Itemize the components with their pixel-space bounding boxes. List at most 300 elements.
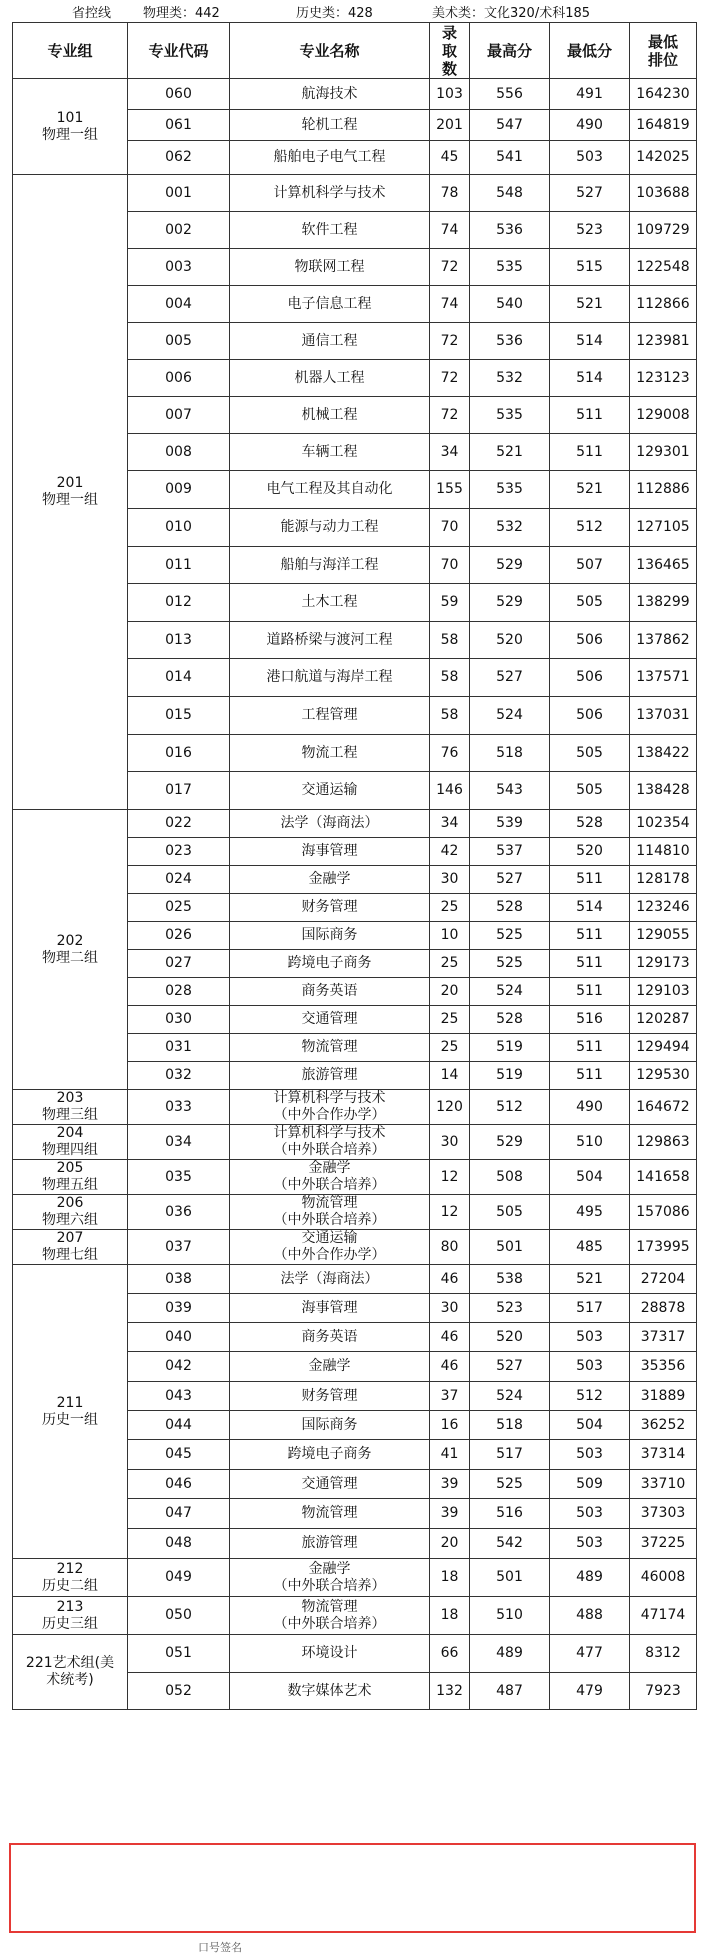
code-cell: 048 [128,1529,230,1559]
count-cell: 41 [430,1440,470,1470]
code-cell: 039 [128,1294,230,1323]
max-score-cell: 547 [470,110,550,141]
rank-cell: 35356 [630,1352,697,1382]
count-cell: 25 [430,894,470,922]
count-cell: 74 [430,212,470,249]
major-cell: 旅游管理 [230,1062,430,1090]
min-score-cell: 490 [550,1090,630,1125]
rank-cell: 8312 [630,1635,697,1673]
major-cell: 轮机工程 [230,110,430,141]
count-cell: 46 [430,1352,470,1382]
major-cell: 跨境电子商务 [230,1440,430,1470]
header-max: 最高分 [470,23,550,79]
major-cell: 船舶电子电气工程 [230,141,430,175]
rank-cell: 7923 [630,1673,697,1710]
code-cell: 049 [128,1559,230,1597]
min-score-cell: 514 [550,360,630,397]
max-score-cell: 523 [470,1294,550,1323]
count-cell: 103 [430,79,470,110]
count-cell: 20 [430,978,470,1006]
major-cell: 物流管理 [230,1499,430,1529]
table-row [13,175,697,212]
min-score-cell: 510 [550,1125,630,1160]
footnote: 口号签名 [198,1941,242,1954]
rank-cell: 136465 [630,547,697,584]
rank-cell: 109729 [630,212,697,249]
table-row [13,1160,697,1195]
code-cell: 034 [128,1125,230,1160]
min-score-cell: 511 [550,866,630,894]
major-cell: 交通运输 [230,772,430,810]
count-cell: 12 [430,1160,470,1195]
min-score-cell: 503 [550,1529,630,1559]
max-score-cell: 489 [470,1635,550,1673]
max-score-cell: 528 [470,1006,550,1034]
major-cell: 国际商务 [230,922,430,950]
major-cell: 法学（海商法） [230,1265,430,1294]
major-cell: 交通管理 [230,1470,430,1499]
major-cell: 交通运输 （中外合作办学） [230,1230,430,1265]
group-cell: 212 历史二组 [13,1559,128,1597]
max-score-cell: 525 [470,950,550,978]
code-cell: 003 [128,249,230,286]
count-cell: 39 [430,1499,470,1529]
rank-cell: 137862 [630,622,697,659]
code-cell: 025 [128,894,230,922]
code-cell: 009 [128,471,230,509]
max-score-cell: 536 [470,212,550,249]
major-cell: 物流管理 [230,1034,430,1062]
count-cell: 155 [430,471,470,509]
max-score-cell: 538 [470,1265,550,1294]
major-cell: 航海技术 [230,79,430,110]
major-cell: 金融学 （中外联合培养） [230,1559,430,1597]
count-cell: 59 [430,584,470,622]
group-cell: 101 物理一组 [13,79,128,175]
rank-cell: 173995 [630,1230,697,1265]
major-cell: 交通管理 [230,1006,430,1034]
count-cell: 58 [430,622,470,659]
code-cell: 027 [128,950,230,978]
control-line-label: 省控线 [72,6,112,21]
max-score-cell: 505 [470,1195,550,1230]
admission-table [12,22,697,1710]
count-cell: 70 [430,547,470,584]
table-row [13,1559,697,1597]
min-score-cell: 505 [550,772,630,810]
max-score-cell: 532 [470,509,550,547]
group-cell: 205 物理五组 [13,1160,128,1195]
code-cell: 030 [128,1006,230,1034]
code-cell: 046 [128,1470,230,1499]
min-score-cell: 506 [550,659,630,697]
min-score-cell: 485 [550,1230,630,1265]
major-cell: 船舶与海洋工程 [230,547,430,584]
count-cell: 42 [430,838,470,866]
rank-cell: 36252 [630,1411,697,1440]
code-cell: 033 [128,1090,230,1125]
table-row [13,1635,697,1673]
code-cell: 045 [128,1440,230,1470]
count-cell: 25 [430,1006,470,1034]
header-code: 专业代码 [128,23,230,79]
header-min: 最低分 [550,23,630,79]
code-cell: 040 [128,1323,230,1352]
max-score-cell: 519 [470,1034,550,1062]
max-score-cell: 512 [470,1090,550,1125]
rank-cell: 164230 [630,79,697,110]
max-score-cell: 527 [470,866,550,894]
max-score-cell: 525 [470,922,550,950]
code-cell: 047 [128,1499,230,1529]
count-cell: 74 [430,286,470,323]
code-cell: 043 [128,1382,230,1411]
count-cell: 30 [430,866,470,894]
major-cell: 旅游管理 [230,1529,430,1559]
rank-cell: 141658 [630,1160,697,1195]
rank-cell: 46008 [630,1559,697,1597]
max-score-cell: 516 [470,1499,550,1529]
max-score-cell: 524 [470,1382,550,1411]
major-cell: 车辆工程 [230,434,430,471]
code-cell: 022 [128,810,230,838]
count-cell: 201 [430,110,470,141]
max-score-cell: 529 [470,584,550,622]
major-cell: 道路桥梁与渡河工程 [230,622,430,659]
group-cell: 204 物理四组 [13,1125,128,1160]
major-cell: 机器人工程 [230,360,430,397]
rank-cell: 114810 [630,838,697,866]
max-score-cell: 532 [470,360,550,397]
rank-cell: 33710 [630,1470,697,1499]
major-cell: 电气工程及其自动化 [230,471,430,509]
count-cell: 37 [430,1382,470,1411]
max-score-cell: 518 [470,1411,550,1440]
major-cell: 商务英语 [230,978,430,1006]
major-cell: 环境设计 [230,1635,430,1673]
max-score-cell: 517 [470,1440,550,1470]
min-score-cell: 528 [550,810,630,838]
max-score-cell: 540 [470,286,550,323]
code-cell: 024 [128,866,230,894]
count-cell: 39 [430,1470,470,1499]
code-cell: 035 [128,1160,230,1195]
major-cell: 通信工程 [230,323,430,360]
header-count-label: 录 取 数 [441,23,457,78]
rank-cell: 142025 [630,141,697,175]
header-rank-label: 最低 排位 [647,32,678,69]
major-cell: 港口航道与海岸工程 [230,659,430,697]
max-score-cell: 487 [470,1673,550,1710]
table-row [13,810,697,838]
major-cell: 工程管理 [230,697,430,735]
min-score-cell: 490 [550,110,630,141]
code-cell: 038 [128,1265,230,1294]
rank-cell: 138422 [630,735,697,772]
rank-cell: 37303 [630,1499,697,1529]
rank-cell: 27204 [630,1265,697,1294]
group-cell: 202 物理二组 [13,810,128,1090]
rank-cell: 37225 [630,1529,697,1559]
table-row [13,79,697,110]
major-cell: 法学（海商法） [230,810,430,838]
code-cell: 037 [128,1230,230,1265]
header-group: 专业组 [13,23,128,79]
table-row [13,1230,697,1265]
max-score-cell: 510 [470,1597,550,1635]
table-row [13,1125,697,1160]
code-cell: 062 [128,141,230,175]
code-cell: 002 [128,212,230,249]
rank-cell: 138299 [630,584,697,622]
major-cell: 财务管理 [230,1382,430,1411]
min-score-cell: 505 [550,584,630,622]
count-cell: 45 [430,141,470,175]
min-score-cell: 505 [550,735,630,772]
max-score-cell: 542 [470,1529,550,1559]
min-score-cell: 511 [550,434,630,471]
rank-cell: 28878 [630,1294,697,1323]
major-cell: 物流管理 （中外联合培养） [230,1597,430,1635]
rank-cell: 129863 [630,1125,697,1160]
rank-cell: 127105 [630,509,697,547]
major-cell: 财务管理 [230,894,430,922]
min-score-cell: 506 [550,697,630,735]
rank-cell: 37314 [630,1440,697,1470]
rank-cell: 31889 [630,1382,697,1411]
min-score-cell: 503 [550,1323,630,1352]
min-score-cell: 511 [550,1062,630,1090]
code-cell: 050 [128,1597,230,1635]
min-score-cell: 503 [550,1499,630,1529]
count-cell: 72 [430,360,470,397]
major-cell: 海事管理 [230,838,430,866]
rank-cell: 129530 [630,1062,697,1090]
min-score-cell: 516 [550,1006,630,1034]
code-cell: 036 [128,1195,230,1230]
min-score-cell: 511 [550,397,630,434]
table-row [13,1597,697,1635]
rank-cell: 123981 [630,323,697,360]
max-score-cell: 520 [470,622,550,659]
major-cell: 数字媒体艺术 [230,1673,430,1710]
max-score-cell: 501 [470,1559,550,1597]
code-cell: 051 [128,1635,230,1673]
max-score-cell: 529 [470,1125,550,1160]
max-score-cell: 519 [470,1062,550,1090]
max-score-cell: 525 [470,1470,550,1499]
rank-cell: 112886 [630,471,697,509]
count-cell: 80 [430,1230,470,1265]
code-cell: 044 [128,1411,230,1440]
max-score-cell: 541 [470,141,550,175]
min-score-cell: 514 [550,894,630,922]
count-cell: 30 [430,1125,470,1160]
max-score-cell: 508 [470,1160,550,1195]
major-cell: 国际商务 [230,1411,430,1440]
table-row [13,1090,697,1125]
major-cell: 计算机科学与技术 （中外联合培养） [230,1125,430,1160]
table-row [13,1265,697,1294]
rank-cell: 37317 [630,1323,697,1352]
code-cell: 023 [128,838,230,866]
major-cell: 物流工程 [230,735,430,772]
max-score-cell: 527 [470,659,550,697]
rank-cell: 128178 [630,866,697,894]
rank-cell: 137571 [630,659,697,697]
min-score-cell: 511 [550,922,630,950]
min-score-cell: 509 [550,1470,630,1499]
max-score-cell: 501 [470,1230,550,1265]
rank-cell: 47174 [630,1597,697,1635]
code-cell: 014 [128,659,230,697]
code-cell: 011 [128,547,230,584]
count-cell: 66 [430,1635,470,1673]
max-score-cell: 524 [470,697,550,735]
header-row [13,23,697,79]
header-rank [630,23,697,79]
code-cell: 005 [128,323,230,360]
rank-cell: 129103 [630,978,697,1006]
max-score-cell: 529 [470,547,550,584]
max-score-cell: 537 [470,838,550,866]
rank-cell: 120287 [630,1006,697,1034]
min-score-cell: 503 [550,1352,630,1382]
history-control-line: 历史类：428 [296,6,373,21]
min-score-cell: 504 [550,1160,630,1195]
count-cell: 20 [430,1529,470,1559]
major-cell: 物联网工程 [230,249,430,286]
count-cell: 46 [430,1323,470,1352]
rank-cell: 137031 [630,697,697,735]
count-cell: 78 [430,175,470,212]
highlight-box [9,1843,696,1933]
major-cell: 能源与动力工程 [230,509,430,547]
code-cell: 026 [128,922,230,950]
major-cell: 机械工程 [230,397,430,434]
code-cell: 006 [128,360,230,397]
rank-cell: 129173 [630,950,697,978]
min-score-cell: 477 [550,1635,630,1673]
code-cell: 015 [128,697,230,735]
group-cell: 221艺术组(美 术统考) [13,1635,128,1710]
count-cell: 146 [430,772,470,810]
rank-cell: 123246 [630,894,697,922]
control-line [0,2,708,20]
min-score-cell: 523 [550,212,630,249]
count-cell: 34 [430,810,470,838]
max-score-cell: 543 [470,772,550,810]
count-cell: 18 [430,1559,470,1597]
major-cell: 物流管理 （中外联合培养） [230,1195,430,1230]
min-score-cell: 489 [550,1559,630,1597]
count-cell: 76 [430,735,470,772]
physics-control-line: 物理类：442 [143,6,220,21]
group-cell: 211 历史一组 [13,1265,128,1559]
count-cell: 46 [430,1265,470,1294]
code-cell: 031 [128,1034,230,1062]
group-cell: 201 物理一组 [13,175,128,810]
min-score-cell: 491 [550,79,630,110]
max-score-cell: 548 [470,175,550,212]
count-cell: 70 [430,509,470,547]
count-cell: 72 [430,397,470,434]
count-cell: 58 [430,697,470,735]
count-cell: 16 [430,1411,470,1440]
min-score-cell: 503 [550,1440,630,1470]
min-score-cell: 512 [550,1382,630,1411]
rank-cell: 103688 [630,175,697,212]
major-cell: 金融学 [230,866,430,894]
count-cell: 58 [430,659,470,697]
min-score-cell: 515 [550,249,630,286]
major-cell: 金融学 （中外联合培养） [230,1160,430,1195]
rank-cell: 123123 [630,360,697,397]
rank-cell: 138428 [630,772,697,810]
table-body [13,79,697,1710]
count-cell: 25 [430,950,470,978]
code-cell: 008 [128,434,230,471]
min-score-cell: 517 [550,1294,630,1323]
group-cell: 207 物理七组 [13,1230,128,1265]
count-cell: 14 [430,1062,470,1090]
code-cell: 013 [128,622,230,659]
major-cell: 跨境电子商务 [230,950,430,978]
major-cell: 软件工程 [230,212,430,249]
code-cell: 007 [128,397,230,434]
header-count [430,23,470,79]
count-cell: 10 [430,922,470,950]
group-cell: 206 物理六组 [13,1195,128,1230]
major-cell: 商务英语 [230,1323,430,1352]
max-score-cell: 535 [470,249,550,286]
max-score-cell: 518 [470,735,550,772]
min-score-cell: 514 [550,323,630,360]
code-cell: 017 [128,772,230,810]
code-cell: 060 [128,79,230,110]
min-score-cell: 488 [550,1597,630,1635]
max-score-cell: 539 [470,810,550,838]
rank-cell: 129055 [630,922,697,950]
major-cell: 计算机科学与技术 [230,175,430,212]
count-cell: 30 [430,1294,470,1323]
major-cell: 土木工程 [230,584,430,622]
max-score-cell: 556 [470,79,550,110]
code-cell: 004 [128,286,230,323]
group-cell: 203 物理三组 [13,1090,128,1125]
count-cell: 132 [430,1673,470,1710]
min-score-cell: 511 [550,950,630,978]
art-control-line: 美术类：文化320/术科185 [432,6,591,21]
code-cell: 012 [128,584,230,622]
min-score-cell: 479 [550,1673,630,1710]
count-cell: 12 [430,1195,470,1230]
min-score-cell: 495 [550,1195,630,1230]
min-score-cell: 503 [550,141,630,175]
count-cell: 25 [430,1034,470,1062]
rank-cell: 129301 [630,434,697,471]
max-score-cell: 535 [470,397,550,434]
max-score-cell: 528 [470,894,550,922]
count-cell: 34 [430,434,470,471]
max-score-cell: 524 [470,978,550,1006]
max-score-cell: 536 [470,323,550,360]
count-cell: 120 [430,1090,470,1125]
rank-cell: 129008 [630,397,697,434]
count-cell: 72 [430,249,470,286]
code-cell: 052 [128,1673,230,1710]
max-score-cell: 527 [470,1352,550,1382]
